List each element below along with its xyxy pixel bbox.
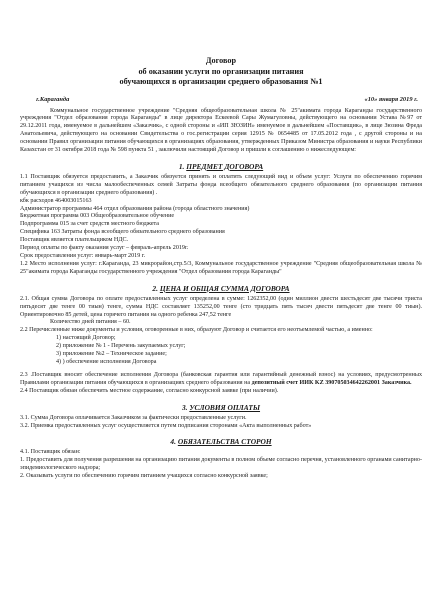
budget-line: кбк расходов 464003015163: [20, 197, 92, 204]
list-item: 3) приложение №2 – Техническое задание;: [56, 351, 167, 358]
section-1-heading: 1. ПРЕДМЕТ ДОГОВОРА: [178, 161, 264, 171]
section-2-heading: 2. ЦЕНА И ОБЩАЯ СУММА ДОГОВОРА: [152, 283, 290, 293]
preamble: Коммунальное государственное учреждение "Средняя общеобразовательная школа № 25"акимата города Караганды государственного учреждения "Отдел образования города Караганды" в лице директора Ескеевой Сары Жумагуловны, действующего на основании Устава №97 от 29.12.2011 года, именуемое в дальнейшем «Заказчик», с одной стороны и «ИП ЗЮЗИН» именуемое в дальнейшем «Поставщик», в лице Зюзина Фреда Анатольевича, действующего на основании Свидетельства о гос.регистрации серия 12915 № 0654485 от 17.05.2012 года , с другой стороны и на основании Правил организации питания обучающихся в организациях образования, утвержденных Приказом Министра образования и науки Республики Казахстан от 31 октября 2018 года № 598 пункта 51 , заключили настоящий Договор и пришли к соглашению о нижеследующем:: [20, 107, 422, 154]
budget-line: Администратор программы 464 отдел образования района (города областного значения): [20, 205, 250, 212]
clause-2-2: 2.2 Перечисленные ниже документы и условия, оговоренные в них, образуют Договор и считается его неотъемлемой частью, а именно:: [20, 327, 373, 334]
budget-line: Срок предоставления услуг: январь-март 2019 г.: [20, 253, 146, 259]
supplier-duty-2: 2. Оказывать услуги по обеспечению горячим питанием учащихся согласно конкурсной заявке;: [20, 473, 268, 480]
feeding-days: Количество дней питания – 60.: [50, 319, 131, 326]
clause-4-1: 4.1. Поставщик обязан:: [20, 449, 81, 456]
clause-2-3: 2.3 .Поставщик вносит обеспечение исполнения Договора (банковская гарантия или гарантийный денежный взнос) на условиях, предусмотренных Правилами организации питания обучающихся в организациях среднего образования на депозитный счет ИИК KZ 390705034642262001 Заказчика.: [20, 371, 422, 386]
clause-1-1: 1.1 Поставщик обязуется предоставить, а Заказчик обязуется принять и оплатить следующий вид и объем услуг: Услуги по обеспечению горячим питанием учащихся из числа малообеспеченных семей Затраты фонда всеобщего обязательного среднего образования (по организации питания обучающихся в организации среднего образования) .: [20, 173, 422, 196]
clause-1-2: 1.2 Место исполнения услуг: г.Караганда, 23 микрорайон,стр.5/3, Коммунальное государственное учреждение "Средняя общеобразовательная школа № 25"акимата города Караганды государственного учреждения "Отдел образования города Караганды": [20, 260, 422, 275]
section-4-heading: 4. ОБЯЗАТЕЛЬСТВА СТОРОН: [170, 437, 272, 447]
budget-line: Подпрограмма 015 за счет средств местного бюджета: [20, 221, 159, 228]
contract-date: «10» января 2019 г.: [364, 95, 418, 103]
list-item: 1) настоящий Договор;: [56, 335, 116, 342]
clause-3-2: 3.2. Приемка предоставленных услуг осуществляется путем подписания сторонами «Акта выполненных работ»: [20, 422, 312, 429]
place-date-row: [20, 96, 422, 103]
clause-2-4: 2.4 Поставщик обязан обеспечить местное содержание, согласно конкурсной заявке (при наличии).: [20, 387, 279, 394]
clause-2-1: 2.1. Общая сумма Договора по оплате предоставленных услуг определена в сумме: 1262352,00 (один миллион двести шестьдесят две тысячи триста пятьдесят две тенге 00 тиын) тенге, сумма НДС составляет 135252,00 тенге (сто тридцать пять тысяч двести пятьдесят две тенге 00 тиын). Ориентировочно 85 детей, цена горячего питания на одного ребенка 247,52 тенге: [20, 295, 422, 318]
budget-line: Бюджетная программа 003 Общеобразовательное обучение: [20, 213, 175, 220]
contract-subtitle-1: об оказании услуги по организации питания: [138, 66, 304, 76]
city: г.Караганда: [36, 95, 70, 103]
supplier-duty-1: 1. Предоставить для получения разрешения на организацию питания документы в полном объеме согласно перечня, установленного органами санитарно-эпидемиологического надзора;: [20, 457, 422, 472]
contract-title: Договор: [205, 56, 237, 65]
budget-line: Поставщик является плательщиком НДС.: [20, 237, 129, 244]
contract-subtitle-2: обучающихся в организации среднего образования №1: [119, 77, 323, 86]
attachments-list: [20, 335, 422, 367]
clause-3-1: 3.1. Сумма Договора оплачивается Заказчиком за фактически предоставленные услуги.: [20, 414, 247, 421]
section-3-heading: 3. УСЛОВИЯ ОПЛАТЫ: [181, 402, 261, 412]
budget-line: Период оплаты по факту оказания услуг – февраль-апрель 2019г.: [20, 245, 189, 252]
list-item: 4) ) обеспечение исполнения Договора: [56, 358, 157, 365]
deposit-account: депозитный счет ИИК KZ 390705034642262001 Заказчика.: [251, 379, 412, 386]
budget-line: Специфика 163 Затраты фонда всеобщего обязательного среднего образования: [20, 229, 225, 236]
list-item: 2) приложение № 1 - Перечень закупаемых услуг;: [56, 343, 186, 350]
